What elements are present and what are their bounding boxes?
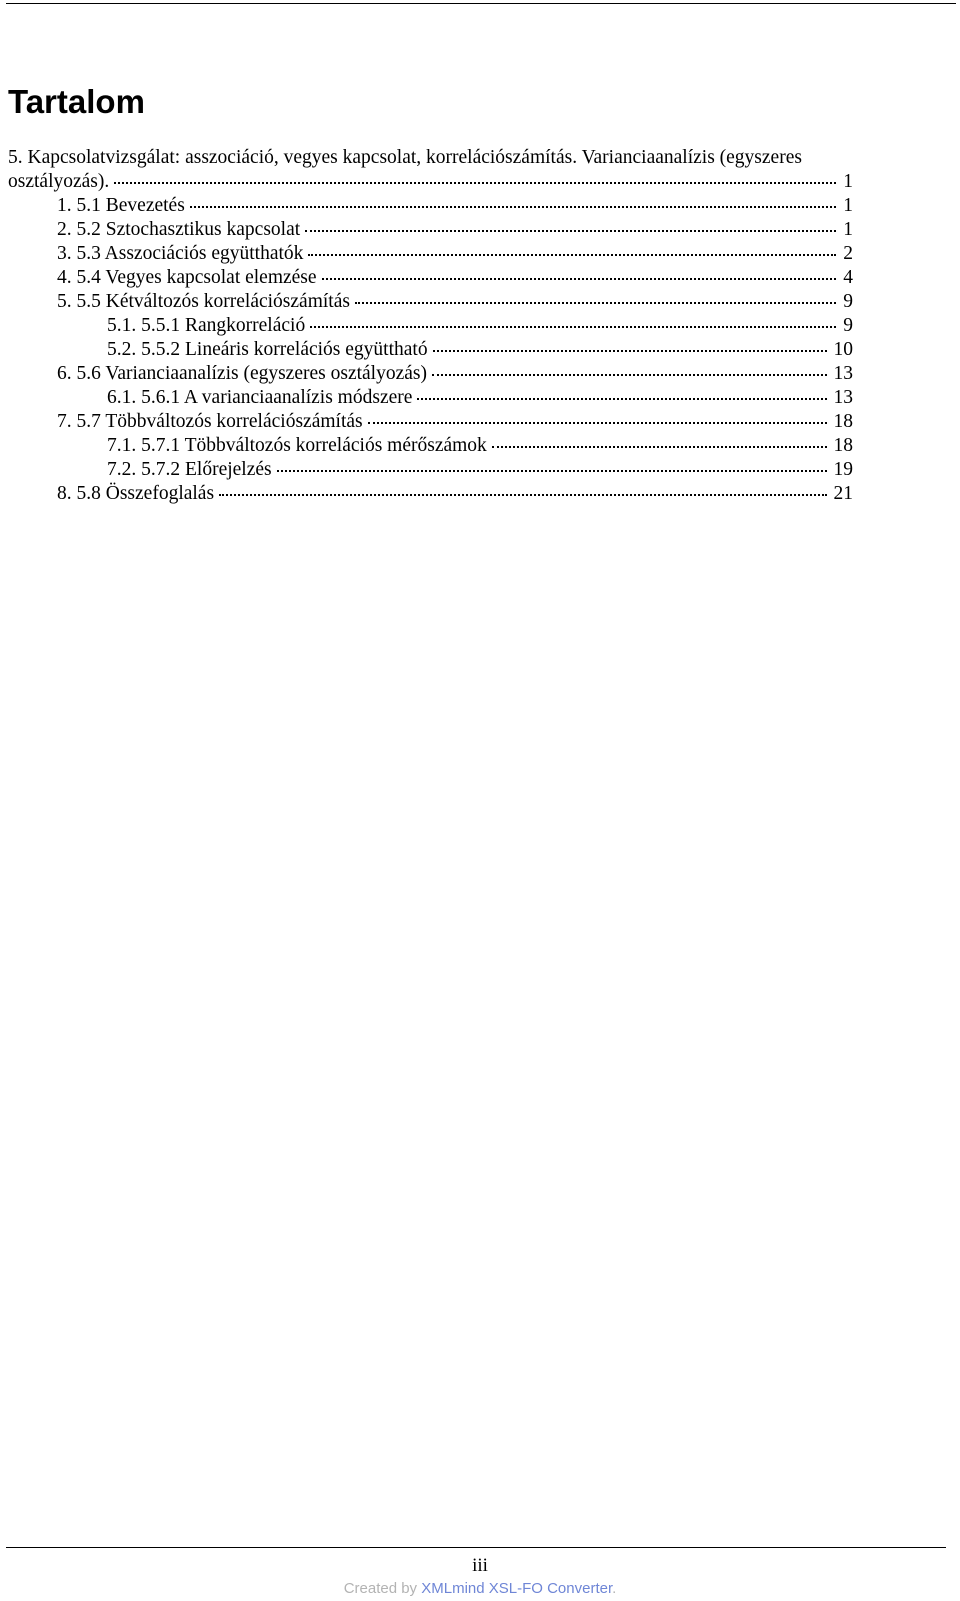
toc-entry-label: 5.2. 5.5.2 Lineáris korrelációs együttható	[107, 339, 428, 360]
toc-entry-label: 3. 5.3 Asszociációs együtthatók	[57, 243, 304, 264]
table-of-contents	[8, 146, 853, 506]
toc-entry[interactable]	[57, 218, 853, 242]
toc-entry-label: 4. 5.4 Vegyes kapcsolat elemzése	[57, 267, 317, 288]
toc-entry-page: 13	[833, 363, 853, 384]
toc-leader	[368, 422, 827, 424]
toc-entry-main[interactable]	[8, 146, 853, 194]
toc-leader	[190, 206, 836, 208]
toc-entry[interactable]	[107, 338, 853, 362]
toc-entry-label: 6. 5.6 Varianciaanalízis (egyszeres osztályozás)	[57, 363, 427, 384]
toc-entry-page: 10	[833, 339, 853, 360]
toc-entry-page: 13	[833, 387, 853, 408]
toc-entry[interactable]	[107, 458, 853, 482]
toc-entry[interactable]	[107, 386, 853, 410]
toc-entry[interactable]	[57, 194, 853, 218]
toc-entry[interactable]	[57, 290, 853, 314]
toc-entry[interactable]	[107, 314, 853, 338]
toc-entry[interactable]	[57, 362, 853, 386]
top-rule	[6, 3, 956, 4]
toc-entry-label: 7.2. 5.7.2 Előrejelzés	[107, 459, 272, 480]
page-number: iii	[472, 1555, 488, 1576]
toc-leader	[277, 470, 827, 472]
toc-entry-page: 2	[843, 243, 853, 264]
credit-prefix: Created by	[343, 1580, 422, 1597]
credit-suffix: .	[612, 1580, 617, 1597]
toc-entry-label: 8. 5.8 Összefoglalás	[57, 483, 215, 504]
toc-entry-page: 18	[833, 411, 853, 432]
toc-leader	[417, 398, 826, 400]
toc-entry-page: 9	[843, 315, 853, 336]
converter-credit	[0, 1580, 960, 1598]
toc-entry[interactable]	[57, 266, 853, 290]
footer-rule	[6, 1547, 946, 1548]
toc-entry-page: 1	[843, 219, 853, 240]
toc-entry-page: 1	[843, 195, 853, 216]
toc-entry[interactable]	[57, 482, 853, 506]
toc-entry-label: 5.1. 5.5.1 Rangkorreláció	[107, 315, 306, 336]
toc-entry-page: 18	[833, 435, 853, 456]
toc-entry-main-label: osztályozás).	[8, 171, 110, 192]
toc-entry-page: 9	[843, 291, 853, 312]
toc-leader	[219, 494, 826, 496]
toc-entry-page: 19	[833, 459, 853, 480]
toc-entry-main-line2	[8, 170, 853, 194]
toc-entry-main-page: 1	[843, 171, 853, 192]
toc-entry[interactable]	[57, 242, 853, 266]
toc-entry[interactable]	[107, 434, 853, 458]
page-title: Tartalom	[8, 83, 145, 120]
toc-leader	[355, 302, 836, 304]
toc-leader	[114, 182, 836, 184]
toc-entry-page: 21	[833, 483, 853, 504]
toc-entry[interactable]	[57, 410, 853, 434]
toc-entry-page: 4	[843, 267, 853, 288]
toc-entry-main-line1: 5. Kapcsolatvizsgálat: asszociáció, vegyes kapcsolat, korrelációszámítás. Varianciaanalízis (egyszeres	[8, 147, 802, 168]
toc-leader	[432, 374, 827, 376]
toc-entry-label: 1. 5.1 Bevezetés	[57, 195, 185, 216]
toc-entry-label: 2. 5.2 Sztochasztikus kapcsolat	[57, 219, 301, 240]
converter-link[interactable]: XMLmind XSL-FO Converter	[421, 1580, 613, 1597]
toc-entry-label: 7. 5.7 Többváltozós korrelációszámítás	[57, 411, 363, 432]
toc-entry-label: 5. 5.5 Kétváltozós korrelációszámítás	[57, 291, 350, 312]
toc-entry-label: 6.1. 5.6.1 A varianciaanalízis módszere	[107, 387, 413, 408]
toc-leader	[305, 230, 836, 232]
toc-leader	[433, 350, 827, 352]
toc-entry-label: 7.1. 5.7.1 Többváltozós korrelációs mérőszámok	[107, 435, 487, 456]
toc-leader	[322, 278, 837, 280]
toc-leader	[492, 446, 827, 448]
toc-leader	[310, 326, 836, 328]
toc-leader	[308, 254, 836, 256]
